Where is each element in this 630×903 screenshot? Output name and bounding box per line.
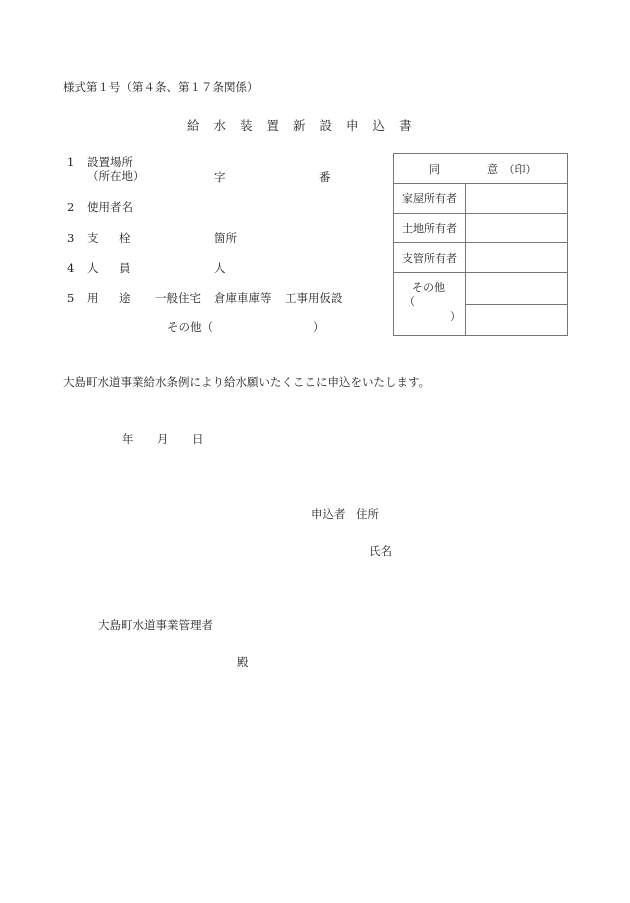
item1-field-aza: 字 — [214, 170, 226, 184]
item5-label-a: 用 — [87, 291, 99, 305]
date-month: 月 — [157, 432, 169, 446]
item3-label-b: 栓 — [119, 231, 131, 245]
use-option-other: その他（ — [167, 320, 213, 334]
applicant-address-label: 住所 — [356, 507, 379, 521]
consent-header-a: 同 — [429, 163, 440, 176]
consent-seal-branch-owner — [466, 243, 568, 273]
consent-other-text: その他 — [412, 281, 445, 295]
consent-seal-other-2 — [466, 305, 568, 336]
use-option-warehouse: 倉庫車庫等 — [214, 291, 272, 305]
addressee-honorific: 殿 — [237, 655, 249, 669]
page-title: 給水装置新設申込書 — [187, 118, 426, 133]
item1-sub-label: （所在地） — [87, 169, 145, 183]
item4-unit: 人 — [214, 261, 226, 275]
item1-number: 1 — [67, 155, 75, 169]
item1-label: 設置場所 — [87, 155, 133, 169]
item2-label: 使用者名 — [87, 200, 133, 214]
item5-number: 5 — [67, 291, 75, 305]
consent-header — [394, 154, 568, 184]
use-option-temporary: 工事用仮設 — [285, 291, 343, 305]
consent-header-b: 意 （印） — [487, 163, 537, 176]
item2-number: 2 — [67, 200, 75, 214]
consent-other-close: ） — [450, 310, 461, 324]
item1-field-ban: 番 — [319, 170, 331, 184]
form-number: 様式第１号（第４条、第１７条関係） — [63, 80, 259, 94]
applicant-label: 申込者 — [311, 507, 346, 521]
item4-label-a: 人 — [87, 261, 99, 275]
consent-table — [393, 153, 568, 336]
date-day: 日 — [192, 432, 204, 446]
consent-label-house-owner: 家屋所有者 — [394, 183, 466, 213]
item4-number: 4 — [67, 261, 75, 275]
use-option-other-close: ） — [313, 320, 325, 334]
item4-label-b: 員 — [119, 261, 131, 275]
date-year: 年 — [122, 432, 134, 446]
consent-seal-house-owner — [466, 183, 568, 213]
consent-label-other — [394, 273, 466, 336]
declaration-text: 大島町水道事業給水条例により給水願いたくここに申込をいたします。 — [63, 375, 431, 389]
use-option-residential: 一般住宅 — [155, 291, 201, 305]
consent-label-branch-owner: 支管所有者 — [394, 243, 466, 273]
item3-unit: 箇所 — [214, 231, 237, 245]
consent-seal-other-1 — [466, 273, 568, 305]
item3-number: 3 — [67, 231, 75, 245]
consent-label-land-owner: 土地所有者 — [394, 213, 466, 243]
addressee-org: 大島町水道事業管理者 — [98, 618, 213, 632]
applicant-name-label: 氏名 — [369, 544, 392, 558]
item5-label-b: 途 — [119, 291, 131, 305]
consent-other-open: （ — [404, 295, 415, 309]
item3-label-a: 支 — [87, 231, 99, 245]
consent-seal-land-owner — [466, 213, 568, 243]
